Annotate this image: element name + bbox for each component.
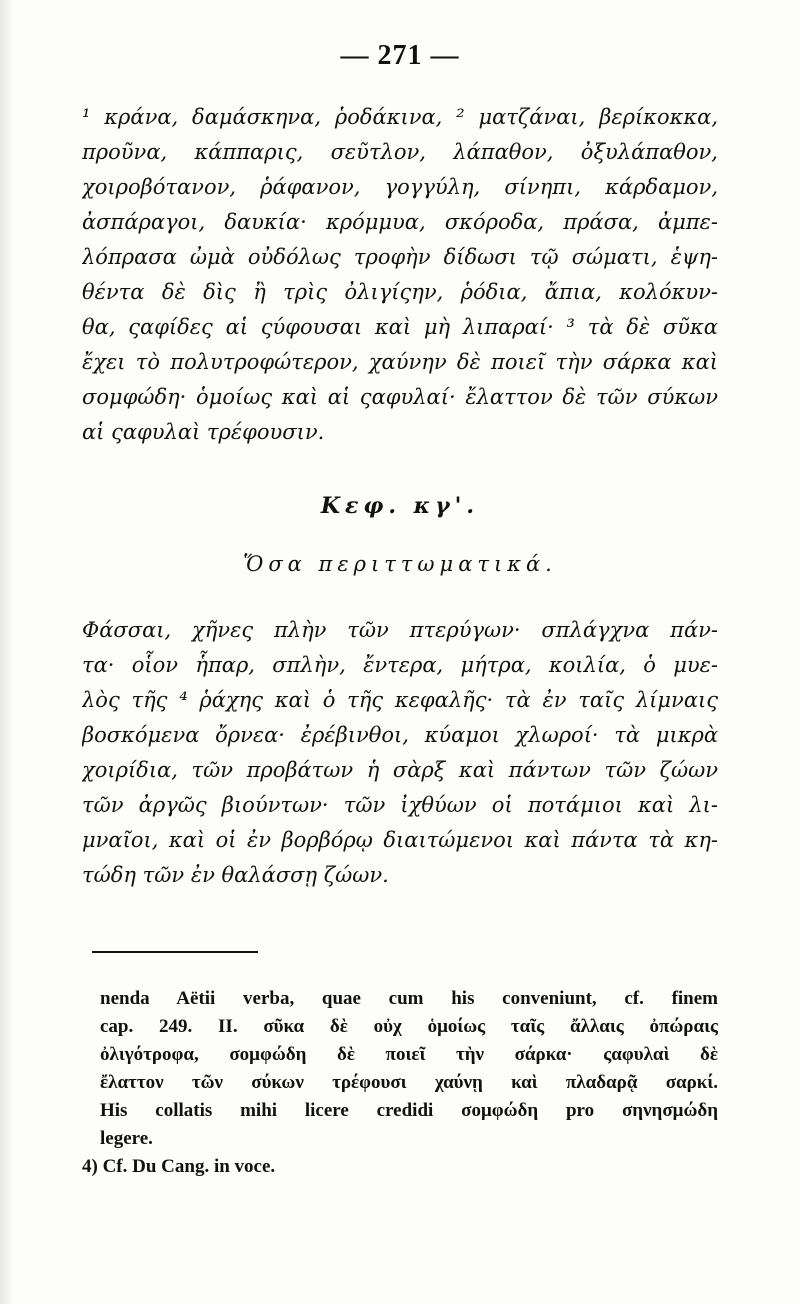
footnote-line: legere. [100, 1128, 153, 1149]
text-line: λόπρασα ὠμὰ οὐδόλως τροφὴν δίδωσι τῷ σώματι, ἑψη- [82, 245, 718, 269]
text-line: τώδη τῶν ἐν θαλάσσῃ ζώων. [82, 863, 389, 887]
text-line: μναῖοι, καὶ οἱ ἐν βορβόρῳ διαιτώμενοι καὶ πάντα τὰ κη- [82, 828, 718, 852]
text-line: Φάσσαι, χῆνες πλὴν τῶν πτερύγων· σπλάγχνα πάν- [82, 618, 718, 642]
footnotes-block [82, 985, 718, 1181]
text-line: λὸς τῆς ⁴ ῥάχης καὶ ὁ τῆς κεφαλῆς· τὰ ἐν ταῖς λίμναις [82, 688, 718, 712]
footnote-line: cap. 249. II. σῦκα δὲ οὐχ ὁμοίως ταῖς ἄλλαις ὀπώραις [100, 1016, 718, 1037]
text-line: θέντα δὲ δὶς ἢ τρὶς ὀλιγίςην, ῥόδια, ἄπια, κολόκυν- [82, 280, 718, 304]
footnote-line: ὀλιγότροφα, σομφώδη δὲ ποιεῖ τὴν σάρκα· ςαφυλαὶ δὲ [100, 1044, 718, 1065]
page-number: — 271 — [340, 40, 460, 71]
text-line: βοσκόμενα ὄρνεα· ἐρέβινθοι, κύαμοι χλωροί· τὰ μικρὰ [82, 723, 718, 747]
footnote-divider [92, 951, 258, 953]
footnote-line: ἔλαττον τῶν σύκων τρέφουσι χαύνῃ καὶ πλαδαρᾷ σαρκί. [100, 1072, 718, 1093]
chapter-subheading: Ὅσα περιττωματικά. [243, 552, 557, 576]
text-line: προῦνα, κάππαρις, σεῦτλον, λάπαθον, ὀξυλάπαθον, [82, 140, 718, 164]
text-line: αἱ ςαφυλαὶ τρέφουσιν. [82, 420, 325, 444]
text-line: ¹ κράνα, δαμάσκηνα, ῥοδάκινα, ² ματζάναι, βερίκοκκα, [82, 105, 718, 129]
section-text-block [82, 613, 718, 893]
text-line: χοιροβότανον, ῥάφανον, γογγύλη, σίνηπι, κάρδαμον, [82, 175, 718, 199]
footnote-line: His collatis mihi licere credidi σομφώδη pro σηνησμώδη [100, 1100, 718, 1121]
main-text-block [82, 100, 718, 450]
text-line: τῶν ἀργῶς βιούντων· τῶν ἰχθύων οἱ ποτάμιοι καὶ λι- [82, 793, 718, 817]
text-line: τα· οἷον ἧπαρ, σπλὴν, ἔντερα, μήτρα, κοιλία, ὁ μυε- [82, 653, 718, 677]
text-line: ἔχει τὸ πολυτροφώτερον, χαύνην δὲ ποιεῖ τὴν σάρκα καὶ [82, 350, 718, 374]
chapter-heading: Κεφ. κγ'. [320, 493, 480, 519]
text-line: θα, ςαφίδες αἱ ςύφουσαι καὶ μὴ λιπαραί· ³ τὰ δὲ σῦκα [82, 315, 718, 339]
text-line: σομφώδη· ὁμοίως καὶ αἱ ςαφυλαί· ἔλαττον δὲ τῶν σύκων [82, 385, 718, 409]
footnote-line: 4) Cf. Du Cang. in voce. [82, 1156, 276, 1177]
text-line: χοιρίδια, τῶν προβάτων ἡ σὰρξ καὶ πάντων τῶν ζώων [82, 758, 718, 782]
text-line: ἀσπάραγοι, δαυκία· κρόμμυα, σκόροδα, πράσα, ἀμπε- [82, 210, 718, 234]
footnote-line: nenda Aëtii verba, quae cum his conveniunt, cf. finem [100, 988, 718, 1009]
